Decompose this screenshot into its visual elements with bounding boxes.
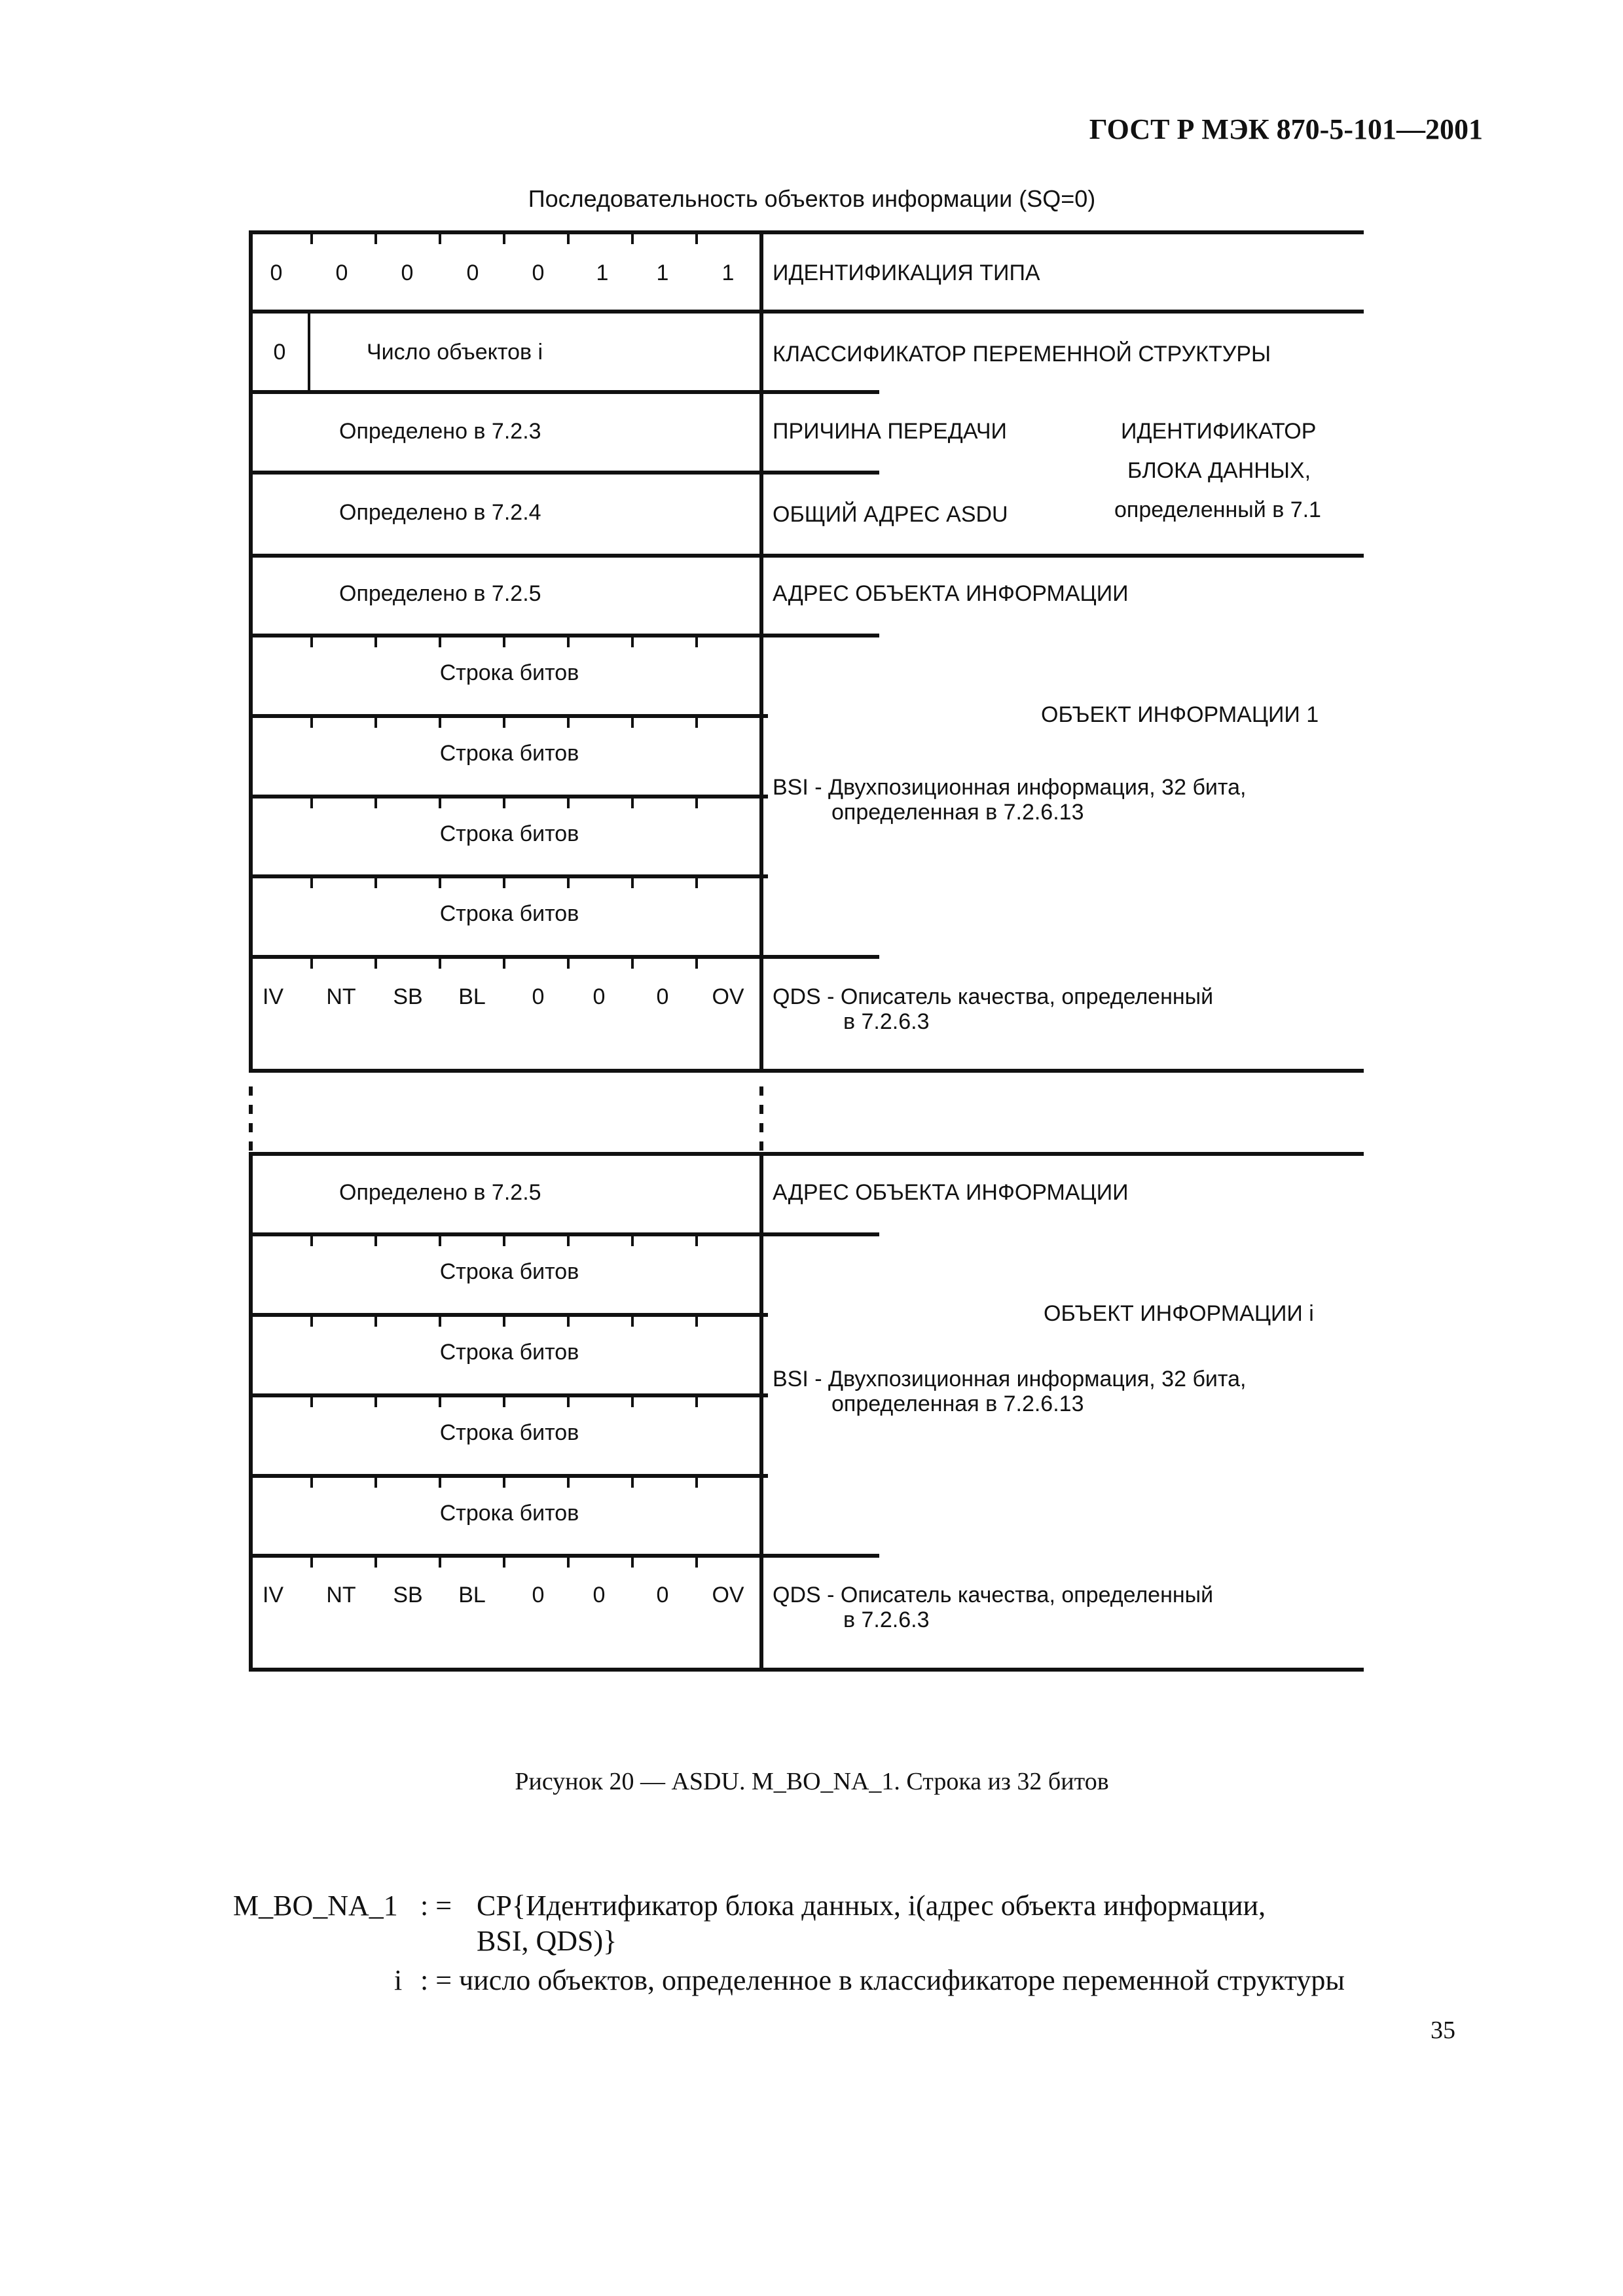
vsq-label: КЛАССИФИКАТОР ПЕРЕМЕННОЙ СТРУКТУРЫ <box>773 342 1271 367</box>
bit-tick <box>503 798 505 808</box>
cot-field: Определено в 7.2.3 <box>339 419 541 444</box>
bit-tick <box>374 1557 377 1568</box>
bit-tick <box>631 717 634 728</box>
bsi-description-cont: определенная в 7.2.6.13 <box>831 800 1084 825</box>
bit-tick <box>503 958 505 969</box>
continuation-dash <box>249 1123 253 1132</box>
bit-tick <box>374 958 377 969</box>
bit-tick <box>310 717 313 728</box>
bsi-description: BSI - Двухпозиционная информация, 32 бита, <box>773 1367 1247 1391</box>
bit-tick <box>439 637 441 647</box>
definition-i-term: i <box>394 1964 403 1996</box>
qds-bit: 0 <box>532 1583 545 1607</box>
qds-bit: 0 <box>656 984 669 1009</box>
bitstring-row: Строка битов <box>439 660 579 685</box>
qds-description: QDS - Описатель качества, определенный <box>773 984 1214 1009</box>
bit-tick <box>567 878 570 888</box>
bit-tick <box>439 798 441 808</box>
ioa-field: Определено в 7.2.5 <box>339 581 541 606</box>
bitstring-row: Строка битов <box>439 741 579 766</box>
qds-bit: 0 <box>656 1583 669 1607</box>
ioa-label: АДРЕС ОБЪЕКТА ИНФОРМАЦИИ <box>773 1180 1129 1205</box>
definition-i-line: : = число объектов, определенное в классификаторе переменной структуры <box>420 1964 1345 1996</box>
qds-description: QDS - Описатель качества, определенный <box>773 1583 1214 1607</box>
bit-tick <box>503 1557 505 1568</box>
asdu-address-label: ОБЩИЙ АДРЕС ASDU <box>773 502 1008 527</box>
bit-tick <box>631 1477 634 1488</box>
bit-tick <box>310 958 313 969</box>
bit-tick <box>310 637 313 647</box>
qds-bit: 0 <box>532 984 545 1009</box>
bit-tick <box>631 1397 634 1407</box>
bit-tick <box>374 1477 377 1488</box>
bit-tick <box>695 1477 698 1488</box>
type-id-bit: 1 <box>656 260 669 285</box>
bit-tick <box>567 1316 570 1327</box>
definition-assign: : = <box>420 1890 452 1922</box>
bitstring-row: Строка битов <box>439 1420 579 1445</box>
bit-tick <box>310 1397 313 1407</box>
row-line <box>251 1152 1364 1156</box>
row-line <box>251 1232 879 1236</box>
bit-tick <box>439 1397 441 1407</box>
vsq-sq-bit: 0 <box>273 340 286 365</box>
duid-note-line-1: ИДЕНТИФИКАТОР <box>1121 419 1317 444</box>
qds-bit: 0 <box>593 1583 606 1607</box>
duid-note-line-3: определенный в 7.1 <box>1114 497 1321 522</box>
bit-tick <box>503 1397 505 1407</box>
bit-tick <box>374 878 377 888</box>
bit-tick <box>374 1316 377 1327</box>
bit-tick <box>503 1236 505 1246</box>
bsi-description-cont: определенная в 7.2.6.13 <box>831 1391 1084 1416</box>
qds-description-cont: в 7.2.6.3 <box>843 1607 930 1632</box>
type-id-bit: 0 <box>532 260 545 285</box>
continuation-dash <box>249 1141 253 1151</box>
bit-tick <box>695 1397 698 1407</box>
continuation-dash <box>759 1086 763 1096</box>
type-id-bit: 0 <box>401 260 414 285</box>
row-line <box>251 795 768 798</box>
figure-caption: Рисунок 20 — ASDU. M_BO_NA_1. Строка из 32 битов <box>515 1768 1109 1795</box>
row-line <box>251 310 1364 314</box>
qds-bit: BL <box>458 1583 486 1607</box>
bit-tick <box>567 637 570 647</box>
ioa-label: АДРЕС ОБЪЕКТА ИНФОРМАЦИИ <box>773 581 1129 606</box>
row-line <box>251 554 1364 558</box>
bit-tick <box>695 234 698 244</box>
qds-bit: SB <box>393 1583 423 1607</box>
definition-line-1: CP{Идентификатор блока данных, i(адрес объекта информации, <box>477 1890 1266 1922</box>
bit-tick <box>310 1477 313 1488</box>
qds-bit: 0 <box>593 984 606 1009</box>
bitstring-row: Строка битов <box>439 901 579 926</box>
type-id-bit: 0 <box>335 260 348 285</box>
bit-tick <box>310 878 313 888</box>
continuation-dash <box>249 1086 253 1096</box>
continuation-dash <box>759 1123 763 1132</box>
bit-tick <box>439 1477 441 1488</box>
vsq-number-field: Число объектов i <box>367 340 543 365</box>
bit-tick <box>503 637 505 647</box>
row-line <box>251 955 879 959</box>
qds-bit: NT <box>326 1583 356 1607</box>
frame-divider <box>759 1152 763 1672</box>
bit-tick <box>374 1397 377 1407</box>
row-line <box>251 634 879 637</box>
type-id-bit: 0 <box>270 260 283 285</box>
document-header: ГОСТ Р МЭК 870-5-101—2001 <box>1089 113 1483 145</box>
bit-tick <box>310 234 313 244</box>
bit-tick <box>567 1397 570 1407</box>
bit-tick <box>695 1236 698 1246</box>
bit-tick <box>503 234 505 244</box>
qds-bit: OV <box>712 984 744 1009</box>
qds-bit: BL <box>458 984 486 1009</box>
bit-tick <box>631 1316 634 1327</box>
bit-tick <box>439 234 441 244</box>
qds-description-cont: в 7.2.6.3 <box>843 1009 930 1034</box>
continuation-dash <box>759 1105 763 1114</box>
bit-tick <box>310 1236 313 1246</box>
qds-bit: NT <box>326 984 356 1009</box>
bit-tick <box>374 234 377 244</box>
row-line <box>251 471 879 475</box>
ioa-field: Определено в 7.2.5 <box>339 1180 541 1205</box>
bit-tick <box>503 878 505 888</box>
bit-tick <box>631 798 634 808</box>
object-i-label: ОБЪЕКТ ИНФОРМАЦИИ i <box>1044 1301 1314 1326</box>
bit-tick <box>631 637 634 647</box>
definition-line-2: BSI, QDS)} <box>477 1925 617 1957</box>
bsi-description: BSI - Двухпозиционная информация, 32 бита, <box>773 775 1247 800</box>
bitstring-row: Строка битов <box>439 821 579 846</box>
row-line <box>251 1554 879 1558</box>
type-id-bit: 1 <box>721 260 735 285</box>
bit-tick <box>439 878 441 888</box>
bit-tick <box>503 1316 505 1327</box>
bitstring-row: Строка битов <box>439 1501 579 1526</box>
bit-tick <box>374 637 377 647</box>
page-number: 35 <box>1431 2017 1455 2044</box>
bit-tick <box>695 798 698 808</box>
row-line <box>251 1668 1364 1672</box>
bit-tick <box>439 1557 441 1568</box>
bit-tick <box>631 1557 634 1568</box>
asdu-address-field: Определено в 7.2.4 <box>339 500 541 525</box>
qds-bit: IV <box>262 1583 284 1607</box>
bit-tick <box>631 878 634 888</box>
bit-tick <box>695 1557 698 1568</box>
figure-title: Последовательность объектов информации (SQ=0) <box>528 185 1096 212</box>
qds-bit: OV <box>712 1583 744 1607</box>
continuation-dash <box>759 1141 763 1151</box>
type-id-label: ИДЕНТИФИКАЦИЯ ТИПА <box>773 260 1040 285</box>
definition-term: M_BO_NA_1 <box>233 1890 398 1922</box>
continuation-dash <box>249 1105 253 1114</box>
vsq-divider <box>308 310 310 392</box>
row-line <box>251 1313 768 1317</box>
frame-divider <box>759 230 763 1073</box>
type-id-bit: 0 <box>466 260 479 285</box>
bit-tick <box>503 1477 505 1488</box>
bitstring-row: Строка битов <box>439 1259 579 1284</box>
bit-tick <box>439 958 441 969</box>
bit-tick <box>695 717 698 728</box>
bit-tick <box>310 798 313 808</box>
bit-tick <box>631 1236 634 1246</box>
bitstring-row: Строка битов <box>439 1340 579 1365</box>
row-line <box>251 874 768 878</box>
row-line <box>251 1069 1364 1073</box>
bit-tick <box>567 717 570 728</box>
row-line <box>251 1474 768 1478</box>
row-line <box>251 230 1364 234</box>
object-1-label: ОБЪЕКТ ИНФОРМАЦИИ 1 <box>1041 702 1319 727</box>
bit-tick <box>374 717 377 728</box>
bit-tick <box>631 234 634 244</box>
duid-note-line-2: БЛОКА ДАННЫХ, <box>1127 458 1311 483</box>
row-line <box>251 1393 768 1397</box>
row-line <box>251 390 879 394</box>
frame-left <box>249 230 253 1073</box>
bit-tick <box>695 637 698 647</box>
bit-tick <box>567 798 570 808</box>
bit-tick <box>567 958 570 969</box>
bit-tick <box>439 717 441 728</box>
bit-tick <box>374 1236 377 1246</box>
bit-tick <box>310 1316 313 1327</box>
type-id-bit: 1 <box>596 260 609 285</box>
bit-tick <box>567 1236 570 1246</box>
bit-tick <box>374 798 377 808</box>
bit-tick <box>567 1477 570 1488</box>
bit-tick <box>695 958 698 969</box>
bit-tick <box>567 1557 570 1568</box>
bit-tick <box>439 1236 441 1246</box>
qds-bit: SB <box>393 984 423 1009</box>
bit-tick <box>695 1316 698 1327</box>
bit-tick <box>310 1557 313 1568</box>
bit-tick <box>695 878 698 888</box>
bit-tick <box>631 958 634 969</box>
bit-tick <box>503 717 505 728</box>
row-line <box>251 714 768 718</box>
bit-tick <box>567 234 570 244</box>
qds-bit: IV <box>262 984 284 1009</box>
bit-tick <box>439 1316 441 1327</box>
cot-label: ПРИЧИНА ПЕРЕДАЧИ <box>773 419 1007 444</box>
